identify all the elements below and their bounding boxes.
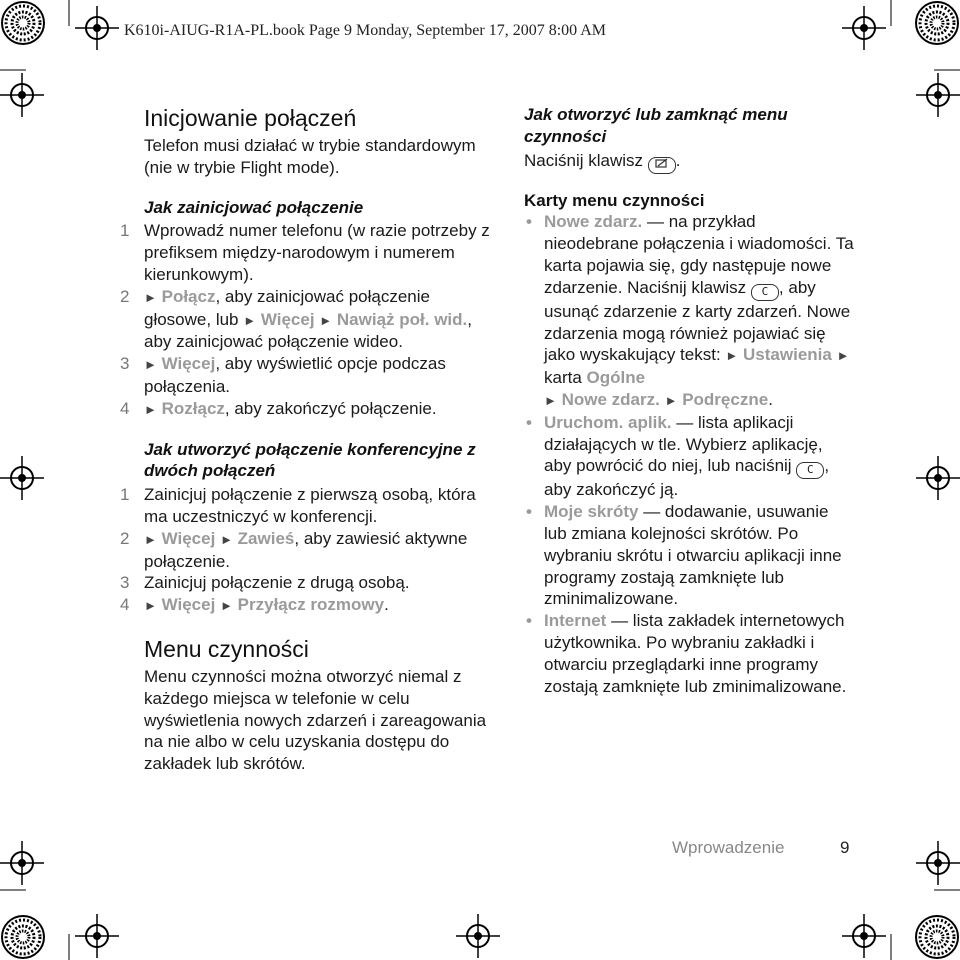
clear-key-icon: C — [796, 462, 824, 479]
footer-section-name: Wprowadzenie — [672, 838, 785, 857]
period: . — [768, 389, 773, 409]
step-4 — [120, 594, 490, 617]
bullet-text: — dodawanie, usuwanie lub zmiana kolejności skrótów. Po wybraniu skrótu i otwarciu aplikacji inne programy zostają zamknięte lub zminimalizowane. — [544, 502, 842, 609]
menu-item-more: Więcej — [161, 595, 216, 615]
arrow-icon: ► — [725, 348, 739, 364]
tabs-title: Karty menu czynności — [524, 190, 705, 210]
arrow-icon: ► — [144, 357, 157, 373]
arrow-icon: ► — [144, 289, 157, 305]
bullet-dot: • — [526, 502, 532, 522]
tab-new-events: Nowe zdarz. — [544, 212, 643, 232]
clear-key-icon: C — [751, 284, 779, 301]
arrow-icon: ► — [144, 401, 157, 417]
bullet-running-apps — [524, 412, 854, 501]
bullet-shortcuts — [524, 501, 854, 610]
section-text: Menu czynności można otworzyć niemal z każdego miejsca w telefonie w celu wyświetlenia nowych zdarzeń i zareagowania na nie albo w celu uzyskania dostępu do zakładek lub skrótów. — [144, 666, 487, 774]
arrow-icon: ► — [319, 312, 333, 328]
bullet-text: — na przykład nieodebrane połączenia i wiadomości. Ta karta pojawia się, gdy następuje nowe zdarzenie. Naciśnij klawisz — [544, 212, 854, 297]
menu-item-new-events: Nowe zdarz. — [561, 389, 660, 409]
menu-item-hold: Zawieś — [237, 528, 295, 548]
step-number: 4 — [120, 398, 130, 418]
activity-menu-key-icon — [648, 157, 676, 174]
arrow-icon: ► — [243, 312, 257, 328]
step-text: , aby zawiesić aktywne połączenie. — [144, 528, 468, 571]
bullet-text: , aby usunąć zdarzenie z karty zdarzeń. Nowe zdarzenia mogą również pojawiać się jako wyskakujący tekst: — [544, 277, 851, 365]
step-number: 1 — [120, 221, 130, 241]
menu-item-end-call: Rozłącz — [161, 398, 225, 418]
section-title-activity-menu: Menu czynności — [144, 635, 309, 662]
bullet-dot: • — [526, 611, 532, 631]
step-text: , aby zainicjować połączenie głosowe, lub — [144, 286, 430, 329]
tab-general: Ogólne — [586, 368, 646, 388]
step-text: Zainicjuj połączenie z drugą osobą. — [144, 573, 410, 593]
arrow-icon: ► — [664, 392, 678, 408]
tab-word: karta — [544, 368, 587, 388]
page-number: 9 — [840, 838, 850, 857]
step-text: Zainicjuj połączenie z pierwszą osobą, która ma uczestniczyć w konferencji. — [144, 485, 476, 526]
step-number: 1 — [120, 485, 130, 505]
print-header: K610i-AIUG-R1A-PL.book Page 9 Monday, September 17, 2007 8:00 AM — [124, 22, 607, 39]
step-number: 3 — [120, 573, 130, 593]
menu-item-join-calls: Przyłącz rozmowy — [237, 595, 385, 615]
step-1 — [120, 220, 490, 285]
bullet-internet — [524, 610, 854, 697]
step-3 — [120, 353, 490, 398]
section-intro: Telefon musi działać w trybie standardowym (nie w trybie Flight mode). — [144, 136, 476, 177]
bullet-text: , aby zakończyć ją. — [544, 456, 830, 500]
step-4 — [120, 398, 490, 421]
step-number: 3 — [120, 354, 130, 374]
step-3 — [120, 572, 490, 594]
arrow-icon: ► — [144, 531, 157, 547]
step-1 — [120, 484, 490, 528]
arrow-icon: ► — [544, 392, 557, 408]
step-text: , aby zainicjować połączenie wideo. — [144, 309, 472, 352]
step-number: 2 — [120, 286, 130, 306]
bullet-new-events — [524, 211, 854, 411]
menu-item-more: Więcej — [260, 309, 315, 329]
step-2 — [120, 286, 490, 353]
step-text: Wprowadź numer telefonu (w razie potrzeby z prefiksem między-narodowym i numerem kierunkowym). — [144, 221, 490, 284]
menu-item-video-call: Nawiąż poł. wid. — [336, 309, 468, 329]
bullet-text: — lista zakładek internetowych użytkownika. Po wybraniu zakładki i otwarciu przeglądarki inne programy zostają zamknięte lub zminimalizowane. — [544, 611, 847, 696]
menu-item-call: Połącz — [161, 286, 216, 306]
bullet-dot: • — [526, 412, 532, 432]
tab-my-shortcuts: Moje skróty — [544, 502, 639, 522]
step-number: 4 — [120, 595, 130, 615]
step-text: , aby wyświetlić opcje podczas połączenia. — [144, 354, 446, 396]
period: . — [675, 150, 681, 170]
tab-internet: Internet — [544, 611, 607, 631]
menu-item-more: Więcej — [161, 354, 216, 374]
menu-item-popup: Podręczne — [682, 389, 769, 409]
arrow-icon: ► — [144, 598, 157, 614]
step-text: . — [384, 595, 389, 615]
menu-item-more: Więcej — [161, 528, 216, 548]
menu-item-settings: Ustawienia — [743, 345, 832, 365]
tab-running-apps: Uruchom. aplik. — [544, 412, 672, 432]
subsection-title-start-call: Jak zainicjować połączenie — [144, 197, 364, 217]
instruction-label: Naciśnij klawisz — [524, 150, 644, 170]
step-2 — [120, 528, 490, 573]
bullet-text: — lista aplikacji działających w tle. Wybierz aplikację, aby powrócić do niej, lub naciśnij — [544, 412, 823, 476]
left-column — [120, 104, 490, 775]
step-text: , aby zakończyć połączenie. — [224, 398, 437, 418]
section-title-initiating-calls: Inicjowanie połączeń — [144, 105, 357, 131]
arrow-icon: ► — [220, 531, 233, 547]
step-number: 2 — [120, 528, 130, 548]
arrow-icon: ► — [220, 598, 233, 614]
arrow-icon: ► — [836, 348, 850, 364]
subsection-title-open-close-menu: Jak otworzyć lub zamknąć menu czynności — [524, 105, 788, 146]
bullet-dot: • — [526, 212, 532, 232]
instruction-text — [524, 150, 854, 174]
subsection-title-conference: Jak utworzyć połączenie konferencyjne z dwóch połączeń — [144, 439, 476, 481]
right-column — [524, 104, 854, 697]
